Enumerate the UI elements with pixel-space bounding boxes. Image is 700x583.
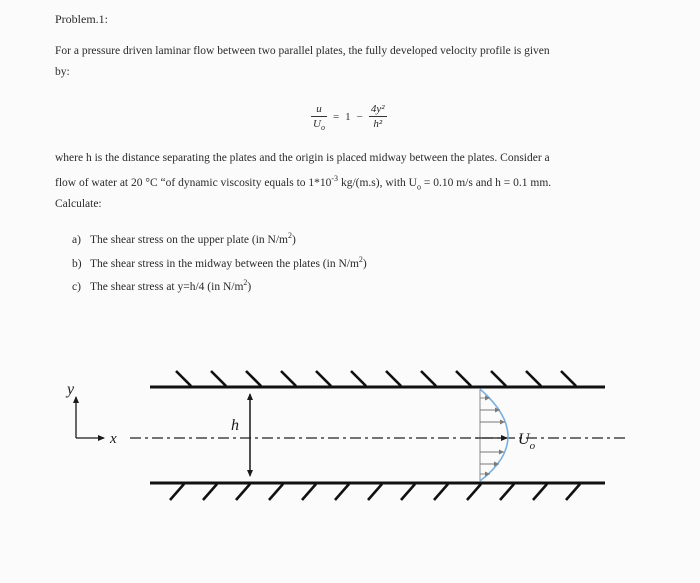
calculate-label: Calculate: [55,198,102,210]
eq-rhs-denominator: h² [373,118,383,130]
question-b: b) The shear stress in the midway between the plates (in $N/m^2$) [72,255,367,270]
velocity-profile [476,389,536,481]
velocity-vectors [480,398,505,474]
eq-equals-sign: = [332,110,340,123]
x-axis-label: x [110,431,117,447]
upper-plate [150,371,605,387]
question-a: a) The shear stress on the upper plate (in $N/m^2$) [72,231,296,246]
coordinate-axes [65,381,117,447]
description-line-1: where h is the distance separating the plates and the origin is placed midway between the plates. Consider a [55,152,550,164]
lower-plate-hatching [170,484,580,500]
y-axis-label: y [67,381,75,398]
parabolic-profile-curve [480,389,508,481]
eq-one: 1 [345,110,351,123]
problem-title: Problem.1: [55,12,108,26]
description-line-2: flow of water at 20 °C “of dynamic viscosity equals to $1*10^{-3}$ kg/(m.s), with $U_o = 0.10$ m/s and h = 0.1 mm. [55,174,552,192]
eq-lhs-denominator: $U_o$ [313,118,325,133]
eq-lhs-numerator: u [311,102,327,117]
lower-plate [150,483,605,500]
question-c: c) The shear stress at y=h/4 (in $N/m^2$) [72,278,252,293]
height-dimension [231,394,250,476]
intro-line-2: by: [55,66,70,78]
upper-plate-hatching [176,371,576,386]
h-label: h [231,417,239,434]
eq-rhs-numerator: 4y² [370,103,385,115]
eq-minus-sign: − [356,110,363,123]
uo-label: $U_o$ [518,431,536,452]
intro-line-1: For a pressure driven laminar flow between two parallel plates, the fully developed velocity profile is given [55,45,550,57]
